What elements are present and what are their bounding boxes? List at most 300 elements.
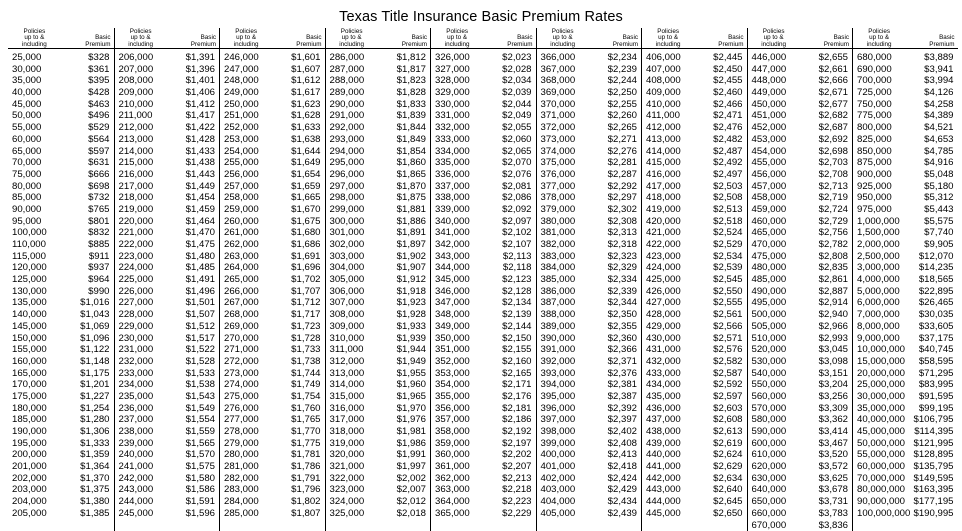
table-row (642, 321, 747, 333)
policy-amount-cell: 334,000 (431, 146, 483, 158)
basic-premium-cell: $2,397 (589, 414, 641, 426)
basic-premium-cell: $1,976 (378, 414, 430, 426)
basic-premium-cell: $1,412 (167, 99, 219, 111)
basic-premium-cell: $1,928 (378, 309, 430, 321)
basic-premium-cell: $91,595 (905, 391, 957, 403)
policies-header (220, 28, 272, 48)
basic-premium-cell: $2,576 (694, 344, 746, 356)
basic-premium-cell: $2,692 (800, 134, 852, 146)
basic-premium-cell: $1,470 (167, 227, 219, 239)
policy-amount-cell: 379,000 (537, 204, 589, 216)
rate-rows (326, 49, 431, 520)
policy-amount-cell: 190,000 (8, 426, 61, 438)
basic-premium-cell: $2,387 (589, 391, 641, 403)
basic-premium-cell: $361 (61, 64, 114, 76)
table-row (115, 99, 220, 111)
basic-premium-cell: $2,966 (800, 321, 852, 333)
basic-premium-cell: $1,886 (378, 216, 430, 228)
policy-amount-cell: 293,000 (326, 134, 378, 146)
table-row (537, 157, 642, 169)
basic-premium-cell: $1,891 (378, 227, 430, 239)
table-row (642, 157, 747, 169)
table-row (115, 496, 220, 508)
table-row (431, 216, 536, 228)
basic-premium-cell: $1,749 (272, 379, 324, 391)
table-row (642, 64, 747, 76)
table-row (326, 52, 431, 64)
table-row (8, 75, 114, 87)
policy-amount-cell: 220,000 (115, 216, 167, 228)
table-row (220, 484, 325, 496)
table-row (642, 274, 747, 286)
basic-premium-cell: $2,402 (589, 426, 641, 438)
basic-premium-cell: $2,165 (483, 368, 535, 380)
policy-amount-cell: 925,000 (853, 181, 905, 193)
table-row (853, 344, 958, 356)
basic-premium-cell: $2,229 (483, 508, 535, 520)
policy-amount-cell: 377,000 (537, 181, 589, 193)
basic-premium-cell: $2,392 (589, 403, 641, 415)
table-row (431, 356, 536, 368)
table-row (853, 75, 958, 87)
basic-premium-cell: $1,796 (272, 484, 324, 496)
policy-amount-cell: 670,000 (748, 520, 800, 531)
basic-premium-cell: $832 (61, 227, 114, 239)
basic-premium-cell: $1,496 (167, 286, 219, 298)
policy-amount-cell: 480,000 (748, 262, 800, 274)
table-row (8, 251, 114, 263)
table-row (642, 216, 747, 228)
policy-amount-cell: 25,000,000 (853, 379, 905, 391)
policy-amount-cell: 344,000 (431, 262, 483, 274)
table-row (220, 64, 325, 76)
rate-rows (537, 49, 642, 520)
basic-premium-cell: $1,844 (378, 122, 430, 134)
basic-premium-cell: $1,554 (167, 414, 219, 426)
table-row (642, 391, 747, 403)
table-row (853, 216, 958, 228)
policy-amount-cell: 170,000 (8, 379, 61, 391)
policy-amount-cell: 505,000 (748, 321, 800, 333)
basic-premium-cell: $3,362 (800, 414, 852, 426)
policy-amount-cell: 447,000 (748, 64, 800, 76)
table-row (220, 333, 325, 345)
policy-amount-cell: 80,000 (8, 181, 61, 193)
table-row (748, 239, 853, 251)
table-row (431, 192, 536, 204)
policies-header-line: including (748, 42, 800, 48)
table-row (642, 356, 747, 368)
basic-premium-cell: $1,507 (167, 309, 219, 321)
basic-premium-cell: $2,234 (589, 52, 641, 64)
policy-amount-cell: 10,000,000 (853, 344, 905, 356)
table-row (431, 449, 536, 461)
policy-amount-cell: 435,000 (642, 391, 694, 403)
column-header (748, 28, 853, 49)
table-row (748, 449, 853, 461)
rate-rows (642, 49, 747, 520)
policy-amount-cell: 320,000 (326, 449, 378, 461)
table-row (220, 134, 325, 146)
basic-premium-cell: $37,175 (905, 333, 957, 345)
policies-header (8, 28, 61, 48)
policy-amount-cell: 270,000 (220, 333, 272, 345)
table-row (853, 87, 958, 99)
policy-amount-cell: 465,000 (748, 227, 800, 239)
basic-premium-cell: $2,835 (800, 262, 852, 274)
basic-premium-cell: $1,923 (378, 297, 430, 309)
basic-premium-cell: $964 (61, 274, 114, 286)
table-row (748, 75, 853, 87)
basic-premium-cell: $1,633 (272, 122, 324, 134)
basic-premium-cell: $2,613 (694, 426, 746, 438)
table-row (537, 169, 642, 181)
policy-amount-cell: 204,000 (8, 496, 61, 508)
basic-premium-cell: $2,408 (589, 438, 641, 450)
column-header (642, 28, 747, 49)
table-row (115, 484, 220, 496)
table-row (220, 99, 325, 111)
basic-premium-cell: $2,476 (694, 122, 746, 134)
basic-premium-cell: $2,608 (694, 414, 746, 426)
policy-amount-cell: 185,000 (8, 414, 61, 426)
basic-premium-cell: $1,201 (61, 379, 114, 391)
policies-header-line: including (537, 42, 589, 48)
table-row (748, 473, 853, 485)
policy-amount-cell: 439,000 (642, 438, 694, 450)
policy-amount-cell: 285,000 (220, 508, 272, 520)
basic-premium-cell: $2,808 (800, 251, 852, 263)
table-row (853, 181, 958, 193)
basic-premium-cell: $2,360 (589, 333, 641, 345)
table-row (220, 251, 325, 263)
basic-premium-cell: $2,012 (378, 496, 430, 508)
policy-amount-cell: 408,000 (642, 75, 694, 87)
table-row (748, 157, 853, 169)
table-row (326, 64, 431, 76)
table-row (642, 496, 747, 508)
policy-amount-cell: 422,000 (642, 239, 694, 251)
table-row (326, 426, 431, 438)
table-row (748, 110, 853, 122)
table-row (431, 146, 536, 158)
basic-premium-cell: $2,171 (483, 379, 535, 391)
policy-amount-cell: 229,000 (115, 321, 167, 333)
policy-amount-cell: 299,000 (326, 204, 378, 216)
policy-amount-cell: 431,000 (642, 344, 694, 356)
rate-column-group (8, 28, 114, 531)
table-row (8, 484, 114, 496)
premium-header (589, 28, 641, 48)
policy-amount-cell: 5,000,000 (853, 286, 905, 298)
policy-amount-cell: 40,000,000 (853, 414, 905, 426)
policy-amount-cell: 395,000 (537, 391, 589, 403)
basic-premium-cell: $2,545 (694, 274, 746, 286)
policies-header-line: including (642, 42, 694, 48)
column-header (853, 28, 958, 49)
basic-premium-cell: $2,176 (483, 391, 535, 403)
basic-premium-cell: $2,582 (694, 356, 746, 368)
table-row (431, 110, 536, 122)
policy-amount-cell: 264,000 (220, 262, 272, 274)
basic-premium-cell: $1,712 (272, 297, 324, 309)
basic-premium-cell: $7,740 (905, 227, 957, 239)
table-row (431, 368, 536, 380)
table-row (748, 438, 853, 450)
table-row (115, 262, 220, 274)
table-row (642, 379, 747, 391)
basic-premium-cell: $99,195 (905, 403, 957, 415)
basic-premium-cell: $4,258 (905, 99, 957, 111)
policy-amount-cell: 282,000 (220, 473, 272, 485)
basic-premium-cell: $1,770 (272, 426, 324, 438)
policy-amount-cell: 430,000 (642, 333, 694, 345)
policy-amount-cell: 55,000,000 (853, 449, 905, 461)
table-row (431, 157, 536, 169)
policy-amount-cell: 426,000 (642, 286, 694, 298)
policy-amount-cell: 210,000 (115, 99, 167, 111)
policy-amount-cell: 228,000 (115, 309, 167, 321)
table-row (431, 426, 536, 438)
policy-amount-cell: 233,000 (115, 368, 167, 380)
premium-header (905, 28, 957, 48)
basic-premium-cell: $1,849 (378, 134, 430, 146)
table-row (537, 484, 642, 496)
policy-amount-cell: 424,000 (642, 262, 694, 274)
policy-amount-cell: 401,000 (537, 461, 589, 473)
table-row (642, 204, 747, 216)
table-row (8, 286, 114, 298)
basic-premium-cell: $1,765 (272, 414, 324, 426)
table-row (220, 496, 325, 508)
table-row (326, 379, 431, 391)
policy-amount-cell: 312,000 (326, 356, 378, 368)
table-row (115, 309, 220, 321)
basic-premium-cell: $3,572 (800, 461, 852, 473)
policy-amount-cell: 262,000 (220, 239, 272, 251)
table-row (8, 99, 114, 111)
basic-premium-cell: $4,389 (905, 110, 957, 122)
basic-premium-cell: $2,039 (483, 87, 535, 99)
policy-amount-cell: 268,000 (220, 309, 272, 321)
table-row (748, 227, 853, 239)
policy-amount-cell: 237,000 (115, 414, 167, 426)
policy-amount-cell: 384,000 (537, 262, 589, 274)
policy-amount-cell: 8,000,000 (853, 321, 905, 333)
basic-premium-cell: $1,654 (272, 169, 324, 181)
table-row (537, 414, 642, 426)
policy-amount-cell: 2,500,000 (853, 251, 905, 263)
policy-amount-cell: 208,000 (115, 75, 167, 87)
premium-header-line: Premium (483, 42, 532, 48)
policy-amount-cell: 226,000 (115, 286, 167, 298)
policy-amount-cell: 195,000 (8, 438, 61, 450)
policy-amount-cell: 30,000 (8, 64, 61, 76)
table-row (115, 227, 220, 239)
basic-premium-cell: $1,933 (378, 321, 430, 333)
basic-premium-cell: $1,069 (61, 321, 114, 333)
policy-amount-cell: 288,000 (326, 75, 378, 87)
table-row (431, 403, 536, 415)
basic-premium-cell: $2,455 (694, 75, 746, 87)
basic-premium-cell: $2,724 (800, 204, 852, 216)
basic-premium-cell: $1,754 (272, 391, 324, 403)
policy-amount-cell: 650,000 (748, 496, 800, 508)
policy-amount-cell: 313,000 (326, 368, 378, 380)
policies-header-line: Policies (853, 29, 905, 35)
policy-amount-cell: 367,000 (537, 64, 589, 76)
basic-premium-cell: $2,629 (694, 461, 746, 473)
table-row (8, 157, 114, 169)
basic-premium-cell: $990 (61, 286, 114, 298)
policy-amount-cell: 690,000 (853, 64, 905, 76)
policy-amount-cell: 423,000 (642, 251, 694, 263)
table-row (8, 426, 114, 438)
table-row (853, 297, 958, 309)
table-row (537, 87, 642, 99)
policies-header-line: Policies (537, 29, 589, 35)
policy-amount-cell: 265,000 (220, 274, 272, 286)
basic-premium-cell: $58,595 (905, 356, 957, 368)
policy-amount-cell: 290,000 (326, 99, 378, 111)
basic-premium-cell: $2,018 (378, 508, 430, 520)
policy-amount-cell: 251,000 (220, 110, 272, 122)
policy-amount-cell: 3,000,000 (853, 262, 905, 274)
table-row (537, 379, 642, 391)
policy-amount-cell: 403,000 (537, 484, 589, 496)
basic-premium-cell: $1,680 (272, 227, 324, 239)
basic-premium-cell: $135,795 (905, 461, 957, 473)
basic-premium-cell: $937 (61, 262, 114, 274)
basic-premium-cell: $1,391 (167, 52, 219, 64)
policy-amount-cell: 415,000 (642, 157, 694, 169)
basic-premium-cell: $1,396 (167, 64, 219, 76)
policy-amount-cell: 825,000 (853, 134, 905, 146)
basic-premium-cell: $2,682 (800, 110, 852, 122)
table-row (8, 461, 114, 473)
column-header (326, 28, 431, 49)
basic-premium-cell: $1,875 (378, 192, 430, 204)
basic-premium-cell: $2,355 (589, 321, 641, 333)
premium-header-line: Basic (694, 35, 743, 41)
table-row (326, 75, 431, 87)
table-row (853, 508, 958, 520)
policy-amount-cell: 273,000 (220, 368, 272, 380)
policy-amount-cell: 329,000 (431, 87, 483, 99)
basic-premium-cell: $2,624 (694, 449, 746, 461)
premium-header-line: Premium (694, 42, 743, 48)
basic-premium-cell: $1,370 (61, 473, 114, 485)
table-row (748, 262, 853, 274)
table-row (220, 356, 325, 368)
policy-amount-cell: 351,000 (431, 344, 483, 356)
basic-premium-cell: $2,619 (694, 438, 746, 450)
rate-column-group (430, 28, 536, 531)
premium-rate-table (8, 28, 958, 531)
policy-amount-cell: 223,000 (115, 251, 167, 263)
policy-amount-cell: 321,000 (326, 461, 378, 473)
premium-header (694, 28, 746, 48)
policy-amount-cell: 495,000 (748, 297, 800, 309)
basic-premium-cell: $1,491 (167, 274, 219, 286)
basic-premium-cell: $2,344 (589, 297, 641, 309)
policy-amount-cell: 443,000 (642, 484, 694, 496)
table-row (642, 484, 747, 496)
policy-amount-cell: 90,000 (8, 204, 61, 216)
policy-amount-cell: 120,000 (8, 262, 61, 274)
policies-header-line: including (220, 42, 272, 48)
basic-premium-cell: $1,227 (61, 391, 114, 403)
table-row (220, 274, 325, 286)
table-row (431, 274, 536, 286)
table-row (431, 181, 536, 193)
basic-premium-cell: $3,836 (800, 520, 852, 531)
table-row (115, 52, 220, 64)
column-header (537, 28, 642, 49)
basic-premium-cell: $2,023 (483, 52, 535, 64)
policy-amount-cell: 232,000 (115, 356, 167, 368)
rate-rows (431, 49, 536, 520)
table-row (220, 227, 325, 239)
premium-header-line: Premium (800, 42, 849, 48)
table-row (853, 146, 958, 158)
table-row (642, 52, 747, 64)
basic-premium-cell: $3,256 (800, 391, 852, 403)
policy-amount-cell: 269,000 (220, 321, 272, 333)
basic-premium-cell: $2,466 (694, 99, 746, 111)
policy-amount-cell: 390,000 (537, 333, 589, 345)
basic-premium-cell: $1,738 (272, 356, 324, 368)
basic-premium-cell: $5,180 (905, 181, 957, 193)
table-row (115, 169, 220, 181)
table-row (642, 286, 747, 298)
basic-premium-cell: $5,048 (905, 169, 957, 181)
basic-premium-cell: $2,597 (694, 391, 746, 403)
policy-amount-cell: 364,000 (431, 496, 483, 508)
table-row (537, 75, 642, 87)
policy-amount-cell: 450,000 (748, 99, 800, 111)
policy-amount-cell: 399,000 (537, 438, 589, 450)
table-row (115, 122, 220, 134)
policy-amount-cell: 234,000 (115, 379, 167, 391)
basic-premium-cell: $1,422 (167, 122, 219, 134)
premium-header-line: Basic (378, 35, 427, 41)
table-row (748, 321, 853, 333)
policy-amount-cell: 432,000 (642, 356, 694, 368)
table-row (115, 321, 220, 333)
table-row (220, 192, 325, 204)
premium-header-line: Basic (589, 35, 638, 41)
table-row (748, 391, 853, 403)
policy-amount-cell: 365,000 (431, 508, 483, 520)
policy-amount-cell: 419,000 (642, 204, 694, 216)
table-row (853, 122, 958, 134)
policy-amount-cell: 436,000 (642, 403, 694, 415)
policy-amount-cell: 306,000 (326, 286, 378, 298)
policy-amount-cell: 224,000 (115, 262, 167, 274)
table-row (220, 473, 325, 485)
premium-header (61, 28, 114, 48)
basic-premium-cell: $1,454 (167, 192, 219, 204)
basic-premium-cell: $2,413 (589, 449, 641, 461)
basic-premium-cell: $22,895 (905, 286, 957, 298)
basic-premium-cell: $1,686 (272, 239, 324, 251)
table-row (748, 403, 853, 415)
table-row (326, 181, 431, 193)
table-row (748, 496, 853, 508)
policy-amount-cell: 383,000 (537, 251, 589, 263)
basic-premium-cell: $2,381 (589, 379, 641, 391)
